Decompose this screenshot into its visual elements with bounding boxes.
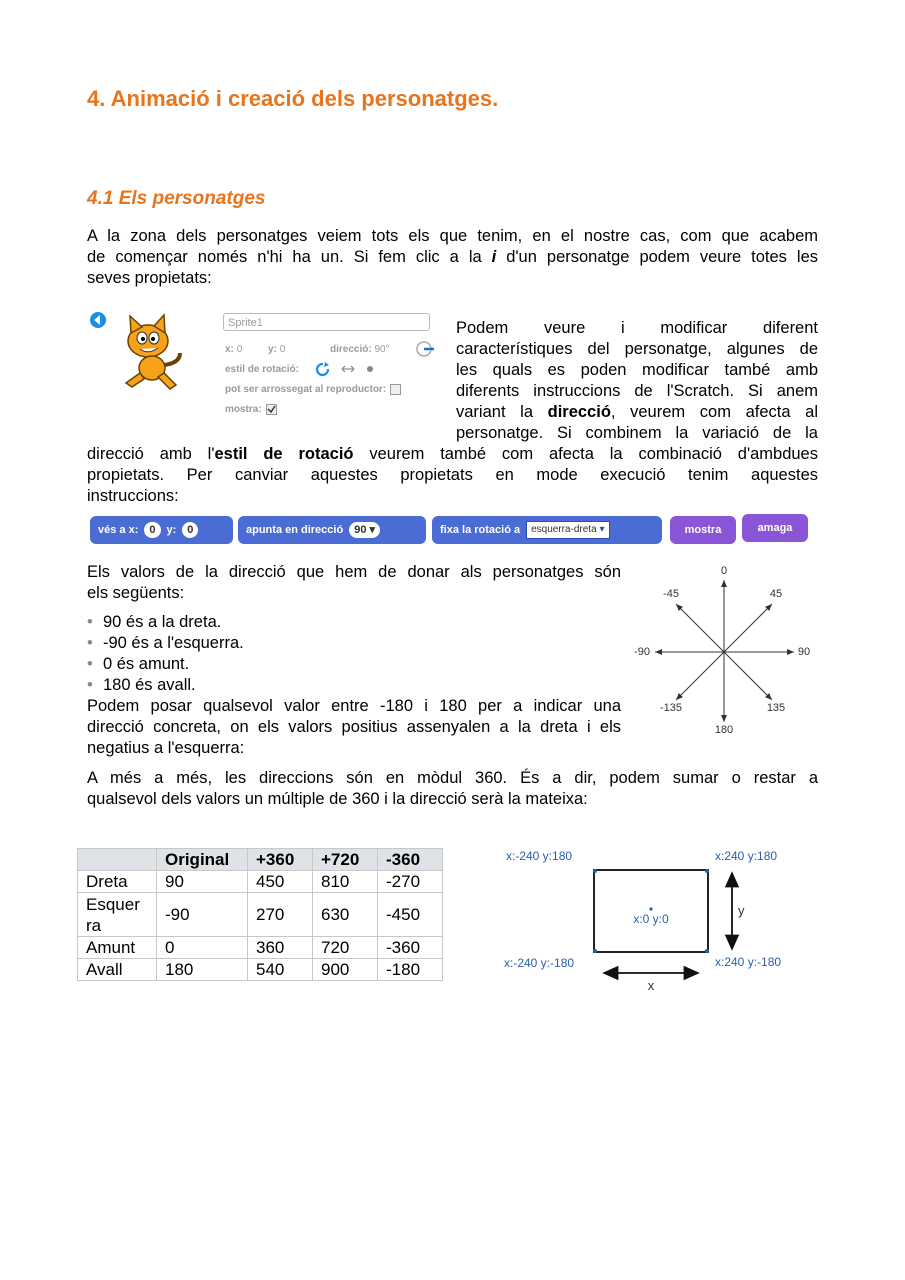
range-line: Podem posar qualsevol valor entre -180 i 180 per a indicar una: [87, 697, 621, 715]
table-header: +360: [248, 849, 313, 871]
draggable-property: [225, 384, 401, 395]
compass-label: -45: [663, 588, 679, 600]
table-cell: 90: [157, 871, 248, 893]
intro-line: seves propietats:: [87, 269, 212, 287]
section-title: 4.1 Els personatges: [87, 188, 266, 209]
cell-text: Esquer: [86, 894, 140, 914]
cont-text: veurem també com afecta la combinació d'ambdues: [353, 445, 818, 463]
table-header: -360: [378, 849, 443, 871]
y-axis-label: y: [738, 903, 745, 918]
table-cell: -360: [378, 937, 443, 959]
cont-line: [87, 444, 818, 465]
cont-line: propietats. Per canviar aquestes propietats en mode execució tenim aquestes: [87, 466, 818, 484]
table-cell: 0: [157, 937, 248, 959]
compass-arrow: [676, 652, 724, 700]
table-row: [78, 937, 443, 959]
sprite-info-panel: [88, 308, 440, 428]
show-checkbox[interactable]: [266, 404, 277, 415]
block-label: apunta en direcció: [246, 524, 344, 536]
table-cell: 540: [248, 959, 313, 981]
set-rotation-block[interactable]: [432, 516, 662, 544]
table-cell: 360: [248, 937, 313, 959]
range-line: direcció concreta, on els valors positius assenyalen a la dreta i els: [87, 718, 621, 736]
coord-label-br: x:240 y:-180: [715, 955, 782, 969]
direction-label: direcció:: [330, 344, 372, 355]
show-property: [225, 404, 277, 415]
table-cell: Dreta: [78, 871, 157, 893]
draggable-label: pot ser arrossegat al reproductor:: [225, 384, 387, 396]
y-label: y:: [268, 344, 277, 355]
compass-arrow: [676, 604, 724, 652]
table-row: [78, 871, 443, 893]
table-cell: 180: [157, 959, 248, 981]
direction-compass-diagram: [628, 560, 818, 740]
compass-arrow: [724, 604, 772, 652]
cont-line: instruccions:: [87, 487, 179, 505]
table-row: [78, 959, 443, 981]
side-bold: direcció: [547, 403, 611, 421]
continuation-paragraph: [87, 444, 818, 507]
x-property: [225, 344, 242, 355]
compass-arrow: [724, 652, 772, 700]
y-property: [268, 344, 285, 355]
compass-label: -135: [659, 702, 683, 714]
direction-value: 90: [354, 524, 367, 536]
list-item: • 0 és amunt.: [87, 654, 244, 675]
side-line: Podem veure i modificar diferent: [456, 319, 818, 337]
table-cell: 270: [248, 893, 313, 937]
modulo-line: A més a més, les direccions són en mòdul 360. És a dir, podem sumar o restar a: [87, 769, 818, 787]
hide-block[interactable]: amaga: [742, 514, 808, 542]
rotation-style-label: estil de rotació:: [225, 364, 299, 375]
rotation-style-options[interactable]: [314, 361, 378, 377]
table-header: [78, 849, 157, 871]
coord-label-tr: x:240 y:180: [715, 849, 778, 863]
block-label: vés a x:: [98, 524, 139, 536]
goto-xy-block[interactable]: [90, 516, 233, 544]
checkmark-icon: [267, 405, 276, 414]
range-line: negatius a l'esquerra:: [87, 739, 245, 757]
cont-bold: estil de rotació: [214, 445, 354, 463]
cat-sprite-icon: [118, 313, 188, 393]
list-item: • 90 és a la dreta.: [87, 612, 244, 633]
list-item: • 180 és avall.: [87, 675, 244, 696]
side-paragraph: [456, 318, 818, 444]
side-line: característiques del personatge, algunes de: [456, 340, 818, 358]
block-label: y:: [166, 524, 177, 536]
compass-label: 135: [766, 702, 786, 714]
x-axis-label: x: [647, 978, 655, 993]
values-line: els següents:: [87, 584, 185, 602]
table-header: Original: [157, 849, 248, 871]
values-paragraph: [87, 562, 621, 604]
intro-line: [87, 247, 818, 268]
compass-label: -90: [634, 646, 650, 658]
show-label: mostra:: [225, 404, 262, 416]
table-cell: -90: [157, 893, 248, 937]
cell-text: ra: [86, 915, 102, 935]
table-cell: -270: [378, 871, 443, 893]
direction-property: [330, 344, 390, 355]
table-cell: 720: [313, 937, 378, 959]
stage-rect: [594, 870, 708, 952]
table-cell: -180: [378, 959, 443, 981]
table-cell: 810: [313, 871, 378, 893]
direction-table: [77, 848, 443, 981]
back-arrow-icon[interactable]: [88, 310, 108, 330]
compass-label: 90: [797, 646, 811, 658]
direction-value: 90°: [374, 344, 390, 355]
intro-paragraph: [87, 226, 818, 289]
table-cell: Amunt: [78, 937, 157, 959]
sprite-name-field[interactable]: Sprite1: [223, 313, 430, 331]
table-cell: Avall: [78, 959, 157, 981]
side-line: diferents instruccions de l'Scratch. Si anem: [456, 382, 818, 400]
info-i: i: [491, 248, 497, 266]
table-header: +720: [313, 849, 378, 871]
range-paragraph: [87, 696, 621, 759]
x-value: 0: [236, 344, 243, 355]
table-cell: 450: [248, 871, 313, 893]
compass-label: 180: [714, 724, 734, 736]
y-value: 0: [279, 344, 286, 355]
side-text: , veurem com afecta al: [610, 403, 818, 421]
point-direction-block[interactable]: [238, 516, 426, 544]
coord-label-bl: x:-240 y:-180: [504, 956, 575, 970]
side-line: personatge. Si combinem la variació de la: [456, 424, 818, 442]
intro-line: A la zona dels personatges veiem tots els que tenim, en el nostre cas, com que acabem: [87, 227, 818, 245]
compass-label: 45: [769, 588, 783, 600]
direction-input[interactable]: 90 ▾: [349, 522, 380, 538]
table-cell: 630: [313, 893, 378, 937]
rotation-value: esquerra-dreta: [531, 524, 597, 535]
side-line: les quals es poden modificar també amb: [456, 361, 818, 379]
table-cell: -450: [378, 893, 443, 937]
x-label: x:: [225, 344, 234, 355]
table-header-row: [78, 849, 443, 871]
table-cell: 900: [313, 959, 378, 981]
y-input[interactable]: 0: [182, 522, 198, 538]
table-cell: [78, 893, 157, 937]
modulo-line: qualsevol dels valors un múltiple de 360 i la direcció serà la mateixa:: [87, 790, 588, 808]
draggable-checkbox[interactable]: [390, 384, 401, 395]
list-item: • -90 és a l'esquerra.: [87, 633, 244, 654]
show-block[interactable]: mostra: [670, 516, 736, 544]
side-line: [456, 402, 818, 423]
direction-list: [87, 612, 244, 696]
intro-text: de començar només n'hi ha un. Si fem clic a la: [87, 248, 492, 266]
cont-text: direcció amb l': [87, 445, 215, 463]
values-line: Els valors de la direcció que hem de donar als personatges són: [87, 563, 621, 581]
intro-text: d'un personatge podem veure totes les: [496, 248, 818, 266]
side-text: variant la: [456, 403, 548, 421]
block-label: fixa la rotació a: [440, 524, 521, 536]
table-row: [78, 893, 443, 937]
modulo-paragraph: [87, 768, 818, 810]
coord-label-center: x:0 y:0: [633, 912, 669, 926]
coord-label-tl: x:-240 y:180: [506, 849, 573, 863]
compass-label: 0: [720, 565, 728, 577]
stage-coordinates-diagram: [500, 845, 820, 995]
direction-dial-icon[interactable]: [414, 339, 436, 359]
rotation-dropdown[interactable]: esquerra-dreta ▾: [526, 521, 609, 539]
chapter-title: 4. Animació i creació dels personatges.: [87, 86, 499, 111]
x-input[interactable]: 0: [144, 522, 160, 538]
